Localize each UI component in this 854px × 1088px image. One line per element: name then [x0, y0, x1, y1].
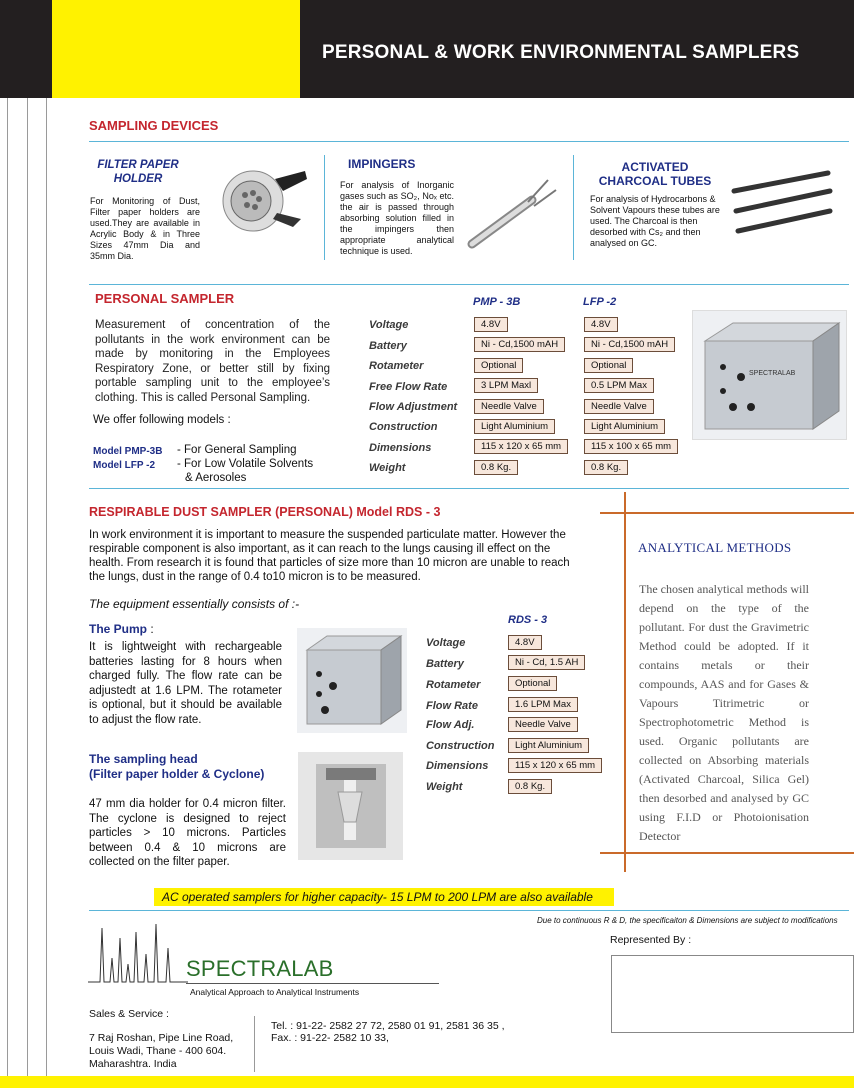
- rds-value: Ni - Cd, 1.5 AH: [508, 655, 585, 670]
- spec-label: Voltage: [426, 637, 466, 649]
- personal-sampler-heading: PERSONAL SAMPLER: [95, 291, 235, 306]
- sampling-head-heading: The sampling head (Filter paper holder & Cyclone): [89, 752, 265, 781]
- divider-line: [89, 141, 849, 142]
- frame-line: [600, 852, 854, 854]
- spec-label: Construction: [426, 740, 495, 752]
- rds-value: 0.8 Kg.: [508, 779, 552, 794]
- lfp-value: Optional: [584, 358, 633, 373]
- spec-label: Weight: [369, 462, 406, 474]
- pmp-value: Optional: [474, 358, 523, 373]
- lfp-value: 0.8 Kg.: [584, 460, 628, 475]
- lfp-value: 115 x 100 x 65 mm: [584, 439, 678, 454]
- filter-holder-image: [213, 157, 313, 237]
- represented-by: Represented By :: [610, 934, 692, 946]
- spec-label: Flow Adjustment: [369, 401, 458, 413]
- pump-text: It is lightweight with rechargeable batteries lasting for 8 hours when charged fully. The flow rate can be adjustedt at 1.6 LPM. The rotameter is optional, but it should be available to adjust the flow rate.: [89, 641, 282, 726]
- impingers-title: IMPINGERS: [348, 157, 416, 171]
- spec-label: Flow Adj.: [426, 719, 475, 731]
- personal-sampler-image: [692, 310, 847, 440]
- sampling-head-image: [298, 752, 403, 860]
- personal-sampler-text: Measurement of concentration of the pollutants in the work environment can be made by monitoring in the Employees Respiratory Zone, or better still by fixing portable sampling unit to the employee’s clothing. This is called Personal Sampling.: [95, 319, 330, 404]
- rds-value: Light Aluminium: [508, 738, 589, 753]
- lfp-value: 0.5 LPM Max: [584, 378, 654, 393]
- spec-label: Free Flow Rate: [369, 381, 448, 393]
- pump-image: [297, 628, 407, 733]
- lfp-value: Needle Valve: [584, 399, 654, 414]
- col-pmp-3b: PMP - 3B: [473, 296, 521, 308]
- header-yellow-block: [52, 0, 300, 98]
- spec-label: Rotameter: [426, 679, 481, 691]
- lfp-value: Light Aluminium: [584, 419, 665, 434]
- analytical-heading: ANALYTICAL METHODS: [638, 540, 792, 555]
- rds-value: 115 x 120 x 65 mm: [508, 758, 602, 773]
- represented-by-box: [611, 955, 854, 1033]
- address: 7 Raj Roshan, Pipe Line Road, Louis Wadi, Thane - 400 604. Maharashtra. India: [89, 1032, 234, 1070]
- svg-text:SPECTRALAB: SPECTRALAB: [749, 370, 796, 377]
- spec-label: Battery: [369, 340, 407, 352]
- spec-label: Voltage: [369, 319, 409, 331]
- margin-line: [7, 98, 8, 1088]
- rds-value: Needle Valve: [508, 717, 578, 732]
- contact-phones: Tel. : 91-22- 2582 27 72, 2580 01 91, 2581 36 35 , Fax. : 91-22- 2582 10 33,: [271, 1020, 505, 1044]
- pmp-value: 0.8 Kg.: [474, 460, 518, 475]
- pmp-value: Ni - Cd,1500 mAH: [474, 337, 565, 352]
- col-rds-3: RDS - 3: [508, 614, 548, 626]
- charcoal-text: For analysis of Hydrocarbons & Solvent Vapours these tubes are used. The Charcoal is then desorbed with Cs₂ and then analysed on GC.: [590, 194, 720, 248]
- sampling-devices-heading: SAMPLING DEVICES: [89, 118, 219, 133]
- rds-value: 4.8V: [508, 635, 542, 650]
- page-title: PERSONAL & WORK ENVIRONMENTAL SAMPLERS: [322, 42, 800, 63]
- charcoal-title: ACTIVATED CHARCOAL TUBES: [598, 160, 712, 188]
- column-divider: [573, 155, 574, 260]
- impinger-image: [462, 170, 562, 255]
- footer-divider: [254, 1016, 255, 1072]
- spectralab-logo: [88, 918, 188, 984]
- disclaimer: Due to continuous R & D, the specificaiton & Dimensions are subject to modifications: [537, 916, 838, 925]
- spec-label: Rotameter: [369, 360, 424, 372]
- spec-label: Flow Rate: [426, 700, 478, 712]
- rds-value: 1.6 LPM Max: [508, 697, 578, 712]
- brand-underline: [186, 983, 439, 984]
- frame-line: [624, 492, 626, 872]
- pmp-value: Needle Valve: [474, 399, 544, 414]
- margin-line: [27, 98, 28, 1088]
- rds-intro: In work environment it is important to measure the suspended particulate matter. However the respirable component is also important, as it can reach to the lungs causing ill effect on the health. From research it is found that particles of size more than 10 micron are unable to reach the lungs, dust in the range of 0.4 to10 micron is to be measured.: [89, 529, 570, 583]
- model2-desc-cont: & Aerosoles: [185, 472, 247, 484]
- rds-heading: RESPIRABLE DUST SAMPLER (PERSONAL) Model RDS - 3: [89, 505, 441, 519]
- impingers-text: For analysis of Inorganic gases such as SO₂, Noₓ etc. the air is passed through absorbing solution filled in the impingers then appropriate analytical technique is used.: [340, 180, 454, 256]
- ac-banner-text: AC operated samplers for higher capacity- 15 LPM to 200 LPM are also available: [162, 890, 593, 904]
- col-lfp-2: LFP -2: [583, 296, 617, 308]
- divider-line: [89, 284, 849, 285]
- spec-label: Weight: [426, 781, 463, 793]
- footer-yellow-band: [0, 1076, 854, 1088]
- model1-name: Model PMP-3B: [93, 446, 163, 457]
- brand-name: SPECTRALAB: [186, 956, 334, 981]
- model2-name: Model LFP -2: [93, 460, 156, 471]
- spec-label: Dimensions: [369, 442, 432, 454]
- models-intro: We offer following models :: [93, 414, 231, 426]
- analytical-text: The chosen analytical methods will depend on the type of the pollutant. For dust the Gravimetric Method could be adopted. If it contains metals or their compounds, AAS and for Gases & Vapours Titrimetric or Spectrophotometric Method is used. Organic pollutants are collected on Absorbing materials (Activated Charcoal, Silica Gel) then desorbed and analysed by GC using F.I.D or Photoionisation Detector: [639, 582, 809, 843]
- sampling-head-text: 47 mm dia holder for 0.4 micron filter. The cyclone is designed to reject particles > 10 microns. Particles between 0.4 & 10 microns are collected on the filter paper.: [89, 798, 286, 868]
- model2-desc: - For Low Volatile Solvents: [177, 458, 314, 470]
- lfp-value: 4.8V: [584, 317, 618, 332]
- rds-value: Optional: [508, 676, 557, 691]
- spec-label: Construction: [369, 421, 438, 433]
- column-divider: [324, 155, 325, 260]
- pmp-value: 3 LPM Maxl: [474, 378, 538, 393]
- pmp-value: 115 x 120 x 65 mm: [474, 439, 568, 454]
- margin-line: [46, 98, 47, 1088]
- spec-label: Battery: [426, 658, 464, 670]
- sales-service: Sales & Service :: [89, 1008, 169, 1020]
- brand-tagline: Analytical Approach to Analytical Instruments: [190, 987, 360, 997]
- pump-heading-row: The Pump :: [89, 622, 154, 636]
- rds-consists: The equipment essentially consists of :-: [89, 597, 300, 611]
- divider-line: [89, 910, 849, 911]
- spec-label: Dimensions: [426, 760, 489, 772]
- charcoal-tubes-image: [730, 165, 835, 245]
- filter-paper-text: For Monitoring of Dust, Filter paper holders are used.They are available in Acrylic Body & in Three Sizes 47mm Dia and 35mm Dia.: [90, 196, 200, 261]
- pmp-value: Light Aluminium: [474, 419, 555, 434]
- lfp-value: Ni - Cd,1500 mAH: [584, 337, 675, 352]
- frame-line: [600, 512, 854, 514]
- divider-line: [89, 488, 849, 489]
- filter-paper-title: FILTER PAPER HOLDER: [97, 159, 179, 185]
- pmp-value: 4.8V: [474, 317, 508, 332]
- model1-desc: - For General Sampling: [177, 444, 297, 456]
